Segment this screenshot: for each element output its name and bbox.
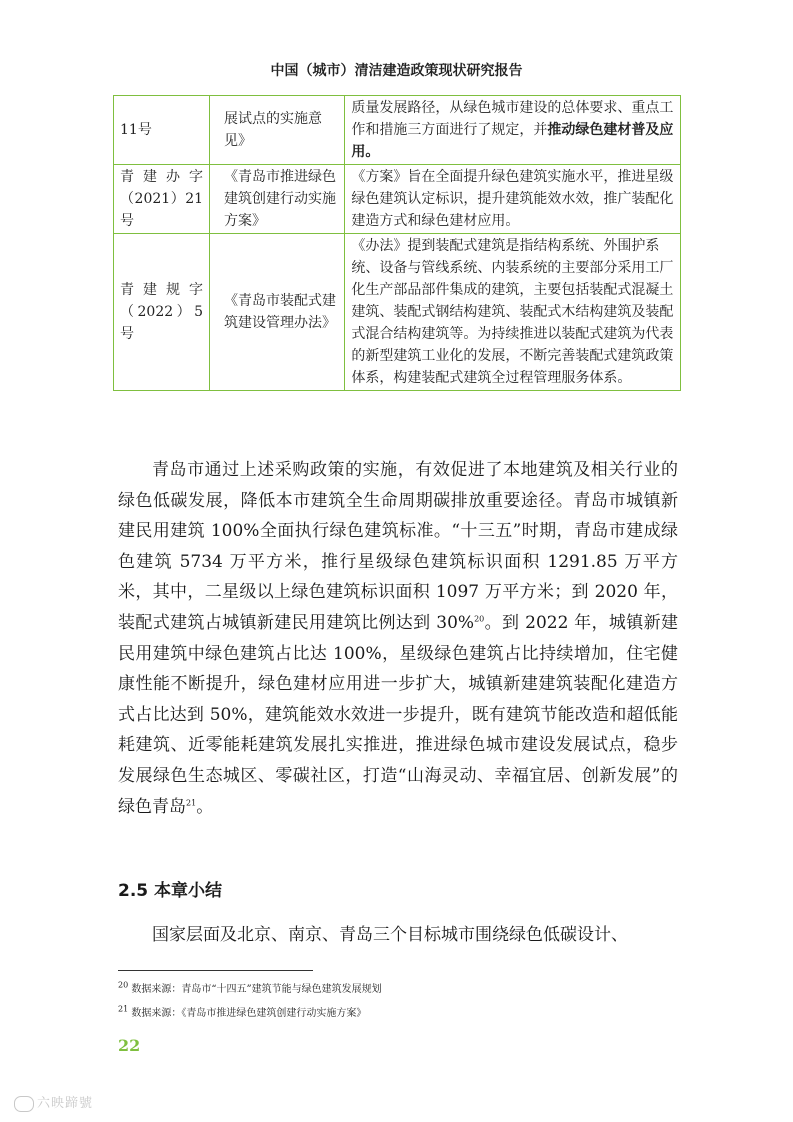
- footnote-text: 数据来源：《青岛市推进绿色建筑创建行动实施方案》: [128, 1008, 367, 1019]
- watermark: [14, 1092, 93, 1112]
- policy-table: [113, 95, 681, 391]
- paragraph-text: 。到 2022 年，城镇新建民用建筑中绿色建筑占比达 100%，星级绿色建筑占比持续增加，住宅健康性能不断提升，绿色建材应用进一步扩大，城镇新建建筑装配化建造方式占比达到 50%，建筑能效水效进一步提升，既有建筑节能改造和超低能耗建筑、近零能耗建筑发展扎实推进，推进绿色城市建设发展试点，稳步发展绿色生态城区、零碳社区，打造“山海灵动、幸福宜居、创新发展”的绿色青岛: [118, 612, 678, 817]
- table-cell-content: [345, 165, 681, 234]
- table-cell-doc-number: 青建规字（2022）5号: [114, 234, 210, 391]
- paragraph-text: 。: [196, 796, 214, 817]
- watermark-logo-icon: [14, 1096, 34, 1112]
- table-row: [114, 234, 681, 391]
- table-cell-doc-name: [210, 96, 345, 165]
- content-text: 质量发展路径，从绿色城市建设的总体要求、重点工作和措施三方面进行了规定，并: [351, 100, 674, 138]
- content-text: 《办法》提到装配式建筑是指结构系统、外围护系统、设备与管线系统、内装系统的主要部分采用工厂化生产部品部件集成的建筑，主要包括装配式混凝土建筑、装配式钢结构建筑、装配式木结构建筑及装配式混合结构建筑等。为持续推进以装配式建筑为代表的新型建筑工业化的发展，不断完善装配式建筑政策体系，构建装配式建筑全过程管理服务体系。: [351, 238, 674, 386]
- footnote-item: [118, 1002, 678, 1026]
- table-cell-doc-number: 11号: [114, 96, 210, 165]
- footnote-ref[interactable]: 21: [186, 797, 197, 807]
- footnote-divider: [118, 970, 313, 971]
- body-paragraph-block: [118, 455, 678, 822]
- table-cell-doc-name: [210, 165, 345, 234]
- body-paragraph: [118, 455, 678, 822]
- table-row: [114, 165, 681, 234]
- table-cell-doc-number: 青建办字（2021）21号: [114, 165, 210, 234]
- doc-name-text: 《青岛市推进绿色建筑创建行动实施方案》: [224, 169, 337, 229]
- table-row: [114, 96, 681, 165]
- table-cell-content: [345, 234, 681, 391]
- footnotes: [118, 978, 678, 1026]
- table-cell-content: [345, 96, 681, 165]
- section-heading: 2.5 本章小结: [118, 881, 223, 901]
- body-paragraph-block: [118, 920, 678, 950]
- content-bold-text: 推动绿色建材普及应用。: [351, 122, 674, 160]
- doc-name-text: 《青岛市装配式建筑建设管理办法》: [224, 293, 337, 331]
- table-cell-doc-name: [210, 234, 345, 391]
- doc-name-text: 展试点的实施意见》: [224, 111, 323, 149]
- running-header: 中国（城市）清洁建造政策现状研究报告: [270, 63, 523, 79]
- body-paragraph: 国家层面及北京、南京、青岛三个目标城市围绕绿色低碳设计、: [152, 925, 628, 945]
- paragraph-text: 青岛市通过上述采购政策的实施，有效促进了本地建筑及相关行业的绿色低碳发展，降低本市建筑全生命周期碳排放重要途径。青岛市城镇新建民用建筑 100%全面执行绿色建筑标准。“十三五”时期，青岛市建成绿色建筑 5734 万平方米，推行星级绿色建筑标识面积 1291.85 万平方米，其中，二星级以上绿色建筑标识面积 1097 万平方米；到 2020 年，装配式建筑占城镇新建民用建筑比例达到 30%: [118, 460, 678, 633]
- watermark-text: 六映蹄號: [37, 1096, 94, 1111]
- footnote-ref[interactable]: 20: [474, 614, 485, 624]
- page-number: 22: [118, 1036, 141, 1055]
- footnote-text: 数据来源：青岛市“十四五”建筑节能与绿色建筑发展规划: [128, 984, 382, 995]
- footnote-item: [118, 978, 678, 1002]
- footnote-number: 21: [118, 1004, 129, 1014]
- footnote-number: 20: [118, 980, 129, 990]
- content-text: 《方案》旨在全面提升绿色建筑实施水平，推进星级绿色建筑认定标识，提升建筑能效水效，推广装配化建造方式和绿色建材应用。: [351, 169, 674, 229]
